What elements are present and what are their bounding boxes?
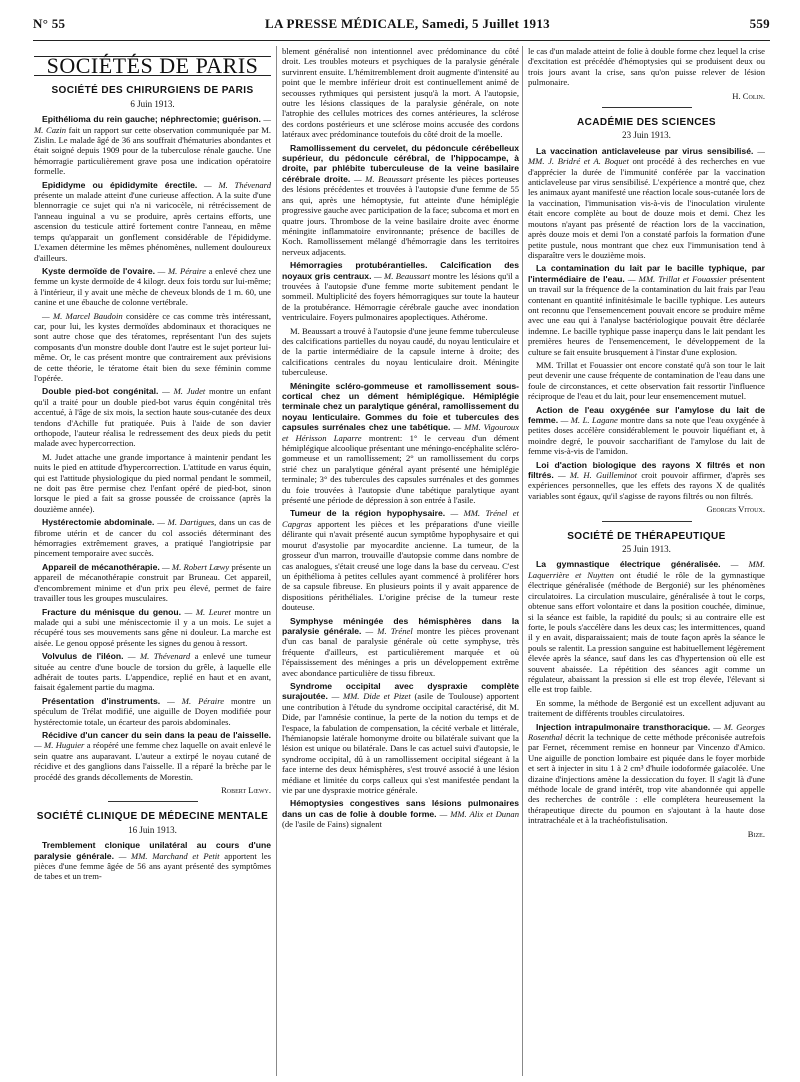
article: [34, 386, 271, 448]
article-heading: Récidive d'un cancer du sein dans la peau de l'aisselle.: [42, 729, 271, 740]
article-author: — M. Trénel: [365, 625, 413, 636]
article-heading: La contamination du lait par le bacille typhique, par l'intermédiaire de l'eau.: [528, 263, 765, 284]
signature: H. Colin.: [732, 90, 765, 101]
article: [528, 722, 765, 826]
article-author: — M. Georges Rosenthal: [528, 721, 765, 742]
article-text: fait un rapport sur cette observation communiquée par M. Zislin. Le malade âgé de 36 ans souffrait d'hématuries abondantes et était soigné depuis 1909 pour de la tuberculose rénale gauche. Une hémorragie particulièrement grave posa une indication opératoire formelle.: [34, 124, 271, 177]
section-rule: [602, 521, 692, 522]
article-heading: Kyste dermoïde de l'ovaire.: [42, 265, 155, 276]
article-heading: Injection intrapulmonaire transthoracique.: [536, 721, 711, 732]
article-author: — MM. Marchand et Petit: [118, 850, 220, 861]
article-heading: Présentation d'instruments.: [42, 695, 161, 706]
article-text: ont procédé à des recherches en vue d'apprécier la durée de l'immunité conférée par la vaccination anticlaveleuse par virus sensibilisé. L'expérience a montré que, chez les animaux ayant manifesté une réaction locale sous-cutanée lors de la vaccination, l'immunisation vis-à-vis de l'inoculation virulente était encore complète au bout de douze mois et demi. Chez les moutons n'ayant pas présenté de réaction lors de la vaccination, après douze mois et demi l'on a constaté parfois la formation d'une petite pustule, nous montrant que chez eux l'immunisation tend à disparaître vers le douzième mois.: [528, 156, 765, 260]
article-text: M. Beaussart a trouvé à l'autopsie d'une jeune femme tuberculeuse des calcifications partielles du noyau caudé, du noyau lenticulaire et de la partie intermédiaire de la capsule interne à droite; des calcifications centrales du noyau lenticulaire droit. Méningite tuberculeuse.: [282, 325, 519, 378]
article-heading: Appareil de mécanothérapie.: [42, 561, 160, 572]
article: [282, 46, 519, 140]
issue-number: N° 55: [33, 16, 66, 31]
article-heading: La gymnastique électrique généralisée.: [536, 559, 721, 570]
article-author: — M. Judet: [162, 386, 206, 397]
section-date: 23 Juin 1913.: [622, 130, 671, 141]
column-divider: [522, 46, 523, 1076]
column-1: [34, 46, 271, 1076]
article-author: — M. Beaussart: [353, 173, 413, 184]
article: [528, 360, 765, 402]
article-heading: Hystérectomie abdominale.: [42, 517, 155, 528]
article: [282, 616, 519, 678]
article: [528, 559, 765, 694]
article: [34, 651, 271, 693]
article-heading: Epithélioma du rein gauche; néphrectomie; guérison.: [42, 114, 261, 125]
article-heading: Tremblement clonique unilatéral au cours d'une paralysie générale.: [34, 840, 271, 861]
article-heading: Epididyme ou épididymite érectile.: [42, 179, 198, 190]
article-author: — M. Péraire: [157, 265, 206, 276]
signature: Robert Lœwy.: [221, 785, 271, 795]
article: [282, 381, 519, 506]
signature: Bize.: [747, 828, 765, 839]
article-text: M. Judet attache une grande importance à maintenir pendant les nuits le pied en attitude d'hypercorrection. L'attitude en varus équin, qui est l'attitude physiologique du pied normal pendant le sommeil, ne doit pas être permise chez l'enfant opéré de pied-bot, sinon lorsque le pied a fait sa grosse poussée de croissance (après la douzième année).: [34, 451, 271, 514]
section-title: SOCIÉTÉ DES CHIRURGIENS DE PARIS: [51, 85, 254, 97]
column-2: [282, 46, 519, 1076]
article-author: — M. Huguier: [34, 740, 85, 751]
section-date: 25 Juin 1913.: [622, 544, 671, 555]
article: [34, 840, 271, 882]
article-author: — MM. Laquerrière et Nuytten: [528, 559, 765, 580]
article: [34, 562, 271, 604]
header-rule: [33, 40, 770, 41]
article: [34, 114, 271, 176]
article-author: — MM. J. Bridré et A. Boquet: [528, 145, 765, 167]
article-author: — M. Thévenard: [127, 651, 191, 662]
article-text: (asile de Toulouse) apportent une contribution à l'étude du syndrome occipital caractérisé, dit M. Dide, par l'amnésie continue, la perte de la notion du temps et de l'espace, la fabulation de compensation, la cécité verbale et littérale, l'hémianopsie latérale homonyme droite ou bilatérale suivant que la lésion est unique ou bilatérale. Dans le cas actuel suivi d'autopsie, le syndrome occipital, dû à un ramollissement occipital siégeant à la face interne des deux hémisphères, s'est trouvé associé à une lésion médiane et limitée du corps calleux qui s'est manifestée pendant la vie par une dyspraxie motrice générale.: [282, 691, 519, 796]
article-author: — MM. Alix et Dunan: [439, 808, 519, 819]
article-heading: Loi d'action biologique des rayons X filtrés et non filtrés.: [528, 459, 765, 481]
article: [528, 46, 765, 88]
article-author: — MM. Trillat et Fouassier: [627, 273, 727, 284]
article: [528, 698, 765, 719]
article: [34, 266, 271, 308]
article: [34, 311, 271, 384]
article: [282, 143, 519, 257]
article-text: (de l'asile de Fains) signalent: [282, 819, 382, 830]
article: [34, 452, 271, 514]
article: [34, 180, 271, 263]
article-heading: Symphyse méningée des hémisphères dans la paralysie générale.: [282, 615, 519, 636]
article-heading: Ramollissement du cervelet, du pédoncule cérébelleux supérieur, du pédoncule cérébral, de l'hippocampe, à droite, par phlébite tuberculeuse de la veine basilaire cérébrale droite.: [282, 142, 519, 184]
section-title: ACADÉMIE DES SCIENCES: [577, 117, 716, 129]
section-rule: [602, 107, 692, 108]
article-heading: Volvulus de l'iléon.: [42, 651, 124, 662]
article-author: — M. L. Lagane: [560, 415, 618, 425]
article-text: décrit la technique de cette méthode préconisée autrefois par Fernet, récemment remise en honneur par Vincenzo d'Amico. Une aiguille de ponction lombaire est piquée dans le foyer morbide et sert à injecter in situ 1 à 2 cm³ d'huile iodoformée gaïacolée. Une dizaine d'injections amène la dessiccation du foyer. Il s'agit là d'une méthode locale de grand intérêt, trop vite abandonnée qui appelle des recherches de contrôle : elle complétera heureusement la thérapeutique directe du poumon en s'ajoutant à la haute dose intratrachéale et à la trachéofistulisation.: [528, 731, 765, 826]
article-heading: Tumeur de la région hypophysaire.: [290, 508, 446, 519]
article-text: ont étudié le rôle de la gymnastique électrique généralisée (méthode de Bergonié) sur les phénomènes circulatoires. La circulation musculaire, généralisée à tout le corps, obtenue sans effort volontaire et dans la position couchée, diminue, si la séance est faible, la rapidité du pouls; si au contraire elle est forte, le pouls s'accélère dans les deux cas; les intermittences, quand il y en avait, disparaissaient; mais de toute façon après la séance le pouls se ralentit. La pression sanguine est habituellement légèrement élevée après la séance, sauf dans les cas d'hypertension où elle est souvent abaissée. La répétition des séances agit comme un régulateur, abaissant la pression si elle est trop élevée, l'élevant si elle est trop faible.: [528, 569, 765, 695]
article: [528, 405, 765, 457]
article-heading: Méningite scléro-gommeuse et ramollissement sous-cortical chez un dément hémiplégique. Hémiplégie terminale chez un paralytique général, ramollissement du noyau lenticulaire. Gommes du foie et tubercules des capsules surrénales chez une tabétique.: [282, 380, 519, 433]
article-text: croit pouvoir affirmer, d'après ses expériences personnelles, que les effets des rayons X de qualités variables sont égaux, qu'il s'agisse de rayons filtrés ou non filtrés.: [528, 470, 765, 501]
article-author: — M. H. Guilleminot: [558, 470, 638, 481]
article-text: a enlevé chez une femme un kyste dermoïde de 4 kilogr. deux fois tordu sur lui-même; à l'intérieur, il y avait une mèche de cheveux blonds de 1 m. 60, une canine et une ébauche de colonne vertébrale.: [34, 265, 271, 308]
article-text: présente un malade atteint d'une curieuse affection. A la suite d'une blennorragie ce sujet qui n'a ni varicocèle, ni rétrécissement de l'anneau inguinal a vu se produire, après certains efforts, une ascension du testicule attiré fortement contre l'anneau, en même temps qu'apparait un gonflement considérable de l'épididyme. L'examen détermine les mêmes phénomènes, nullement douloureux d'ailleurs.: [34, 190, 271, 263]
article-heading: Hémorragies protubérantielles. Calcification des noyaux gris centraux.: [282, 260, 519, 281]
article-text: a enlevé une tumeur située au centre d'une boucle de torsion du grêle, à laquelle elle adhérait de toutes parts. L'appendice, replié en haut et en avant, faisait également partie du magma.: [34, 651, 271, 693]
page-number: 559: [749, 16, 770, 31]
article: [34, 730, 271, 782]
article-author: — M. Cazin: [34, 114, 271, 135]
column-divider: [276, 46, 277, 1076]
article-author: — M. Marcel Baudoin: [42, 310, 123, 321]
article-text: montrent: 1° le cerveau d'un dément hémiplégique alcoolique présentant une méningo-encéphalite scléro-gommeuse et un ramollissement; 2° un ramollissement du corps strié chez un paralytique général ayant présenté une hémiplégie terminale; 3° des tubercules des capsules surrénales et des gommes du foie trouvées à l'autopsie d'une tabétique paralytique ayant présenté une période de dépression à son entrée à l'asile.: [282, 432, 519, 506]
article-heading: Fracture du ménisque du genou.: [42, 606, 181, 617]
article-text: apportent les pièces et les préparations d'une vieille délirante qui n'avait présenté aucun symptôme hypophysaire et qui mourut d'asystolie par myocardite ancienne. La tumeur, de la grosseur d'un marron, trouvaille d'autopsie comme dans nombre de cas analogues, s'était creusé une loge dans la base du cerveau. C'est un épithélioma à petites cellules ayant commencé à proliférer hors de sa capsule fibreuse. En plusieurs points il y avait apparence de dispositions périthéliales. L'origine précise de la tumeur reste douteuse.: [282, 518, 519, 613]
article: [282, 508, 519, 612]
article-author: — M. Péraire: [167, 695, 225, 706]
article-text: MM. Trillat et Fouassier ont encore constaté qu'à son tour le lait peut devenir une cause fréquente de contamination de l'eau dans une foule de circonstances, et cette observation fait ressortir l'influence réciproque de l'eau et du lait, pour leur ensemencement mutuel.: [528, 359, 765, 402]
section-title: SOCIÉTÉ DE THÉRAPEUTIQUE: [567, 530, 726, 542]
article-text: considère ce cas comme très intéressant, car, pour lui, les kystes dermoïdes abdominaux et thoraciques ne sont autre chose que des tératomes, représentant l'un des sujets composants d'un monstre double dont l'autre est le sujet porteur lui-même. Or, le cas présent montre que contrairement aux prévisions de cette théorie, le tératome était bien du sexe féminin comme l'opérée.: [34, 310, 271, 383]
article-author: — M. Leuret: [184, 606, 231, 617]
article-author: — M. Dartigues,: [157, 517, 217, 528]
section-date: 6 Juin 1913.: [130, 98, 175, 109]
article-text: montre les pièces provenant d'un cas banal de paralysie générale où cette symphyse, très fréquente d'ailleurs, est particulièrement marquée et où l'épaississement des méninges a pris un développement extrême avec abondance particulière de tissu fibreux.: [282, 625, 519, 678]
article-heading: Syndrome occipital avec dyspraxie complète surajoutée.: [282, 680, 519, 702]
column-3: [528, 46, 765, 1076]
article-text: montre les lésions qu'il a trouvées à l'autopsie d'une femme morte subitement pendant le sommeil. Multiplicité des foyers hémorragiques sur toute la hauteur de la protubérance. Hémorragie cérébrale gauche avec inondation ventriculaire. Foyers pulmonaires apoplectiques. Athérome.: [282, 270, 519, 323]
article-text: montre dans sa note que l'eau oxygénée à petites doses accélère considérablement le pouvoir liquéfiant et, à moindre degré, le pouvoir saccharifiant de l'amylose du lait de femme vis-à-vis de l'amidon.: [528, 415, 765, 457]
article-heading: La vaccination anticlaveleuse par virus sensibilisé.: [536, 145, 754, 156]
article-text: a réopéré une femme chez laquelle on avait enlevé le sein quatre ans auparavant. L'auteur a extirpé le noyau cutané de récidive et des ganglions dans l'aisselle. Il a réparé la brèche par le procédé des grands décollements de Morestin.: [34, 740, 271, 782]
article-heading: Hémoptysies congestives sans lésions pulmonaires dans un cas de folie à double forme.: [282, 798, 519, 819]
article-text: blement généralisé non intentionnel avec prédominance du côté droit. Les troubles moteurs et psychiques de la paralysie générale survinrent ensuite. L'hémitremblement droit augmente d'intensité au point que le membre inférieur droit est continuellement animé de secousses rythmiques qui persistent jusqu'à la mort. A l'autopsie, outre les lésions classiques de la paralysie générale, on note l'atrophie des cellules motrices des cornes antérieures, la sclérose des cordons postérieurs et une sclérose moins accusée des cordons latéraux avec prédominance toutefois du côté droit de la moelle.: [282, 46, 519, 140]
article-author: — MM. Vigouroux et Hérisson Laparre: [282, 422, 519, 443]
article-text: présente les pièces porteuses des lésions précédentes et trouvées à l'autopsie d'une femme de 55 ans qui, après une hémoptysie, fut atteinte d'une hémiplégie progressive gauche avec participation de la face; subcoma et mort en quatre jours. Thrombose de la veine basilaire droite avec énorme méningite inflammatoire environnante; présence de bacilles de Koch. Ramollissement mélangé d'hémorragie dans les territoires nerveux adjacents.: [282, 173, 519, 257]
article: [528, 460, 765, 502]
section-title: SOCIÉTÉ CLINIQUE DE MÉDECINE MENTALE: [36, 811, 269, 823]
article-text: dans un cas de fibrome utérin et de cancer du col associés déterminant des hémorragies extrêmement graves, a pratiqué l'angiotripsie par pincement temporaire avec succès.: [34, 517, 271, 559]
signature: Georges Vitoux.: [706, 504, 765, 515]
article-heading: Double pied-bot congénital.: [42, 386, 159, 397]
article: [282, 798, 519, 829]
page-header: [33, 16, 770, 36]
article-author: — MM. Dide et Pizet: [331, 691, 411, 702]
section-date: 16 Juin 1913.: [128, 824, 177, 835]
article: [282, 681, 519, 795]
article-text: apportent les pièces d'une femme âgée de 56 ans ayant présenté des symptômes de tabes et un trem-: [34, 850, 271, 882]
article: [34, 517, 271, 559]
article-text: montre un malade qui a subi une méniscectomie il y a un mois. Le sujet a récupéré tous ses mouvements sans gêne ni douleur. La marche est aisée. Le genou opposé présente les signes du genou à ressort.: [34, 606, 271, 648]
article: [34, 696, 271, 727]
article-author: — M. Beaussart: [373, 270, 431, 281]
article-author: — MM. Trénel et Capgras: [282, 508, 519, 529]
article: [528, 146, 765, 260]
article-text: le cas d'un malade atteint de folie à double forme chez lequel la crise d'excitation est précédée d'hémoptysies qui se produisent deux ou trois jours avant la crise, sans qu'on puisse relever de lésion pulmonaire.: [528, 46, 765, 88]
journal-title: LA PRESSE MÉDICALE, Samedi, 5 Juillet 1913: [265, 16, 550, 31]
article-author: — M. Thévenard: [204, 179, 271, 190]
article-text: montre un enfant qu'il a traité pour un double pied-bot varus équin congénital très accentué, à l'âge de six mois, la section haute sous-cutanée des deux tendons d'Achille fut pratiquée. Puis à l'aide de son davier orthopode, l'auteur réalisa le redressement des deux pieds du petit malade avec hypercorrection.: [34, 386, 271, 449]
article-text: présente un appareil de mécanothérapie construit par Bruneau. Cet appareil, d'encombrement minime et d'un prix peu élevé, permet de faire travailler tous les groupes musculaires.: [34, 561, 271, 604]
article: [282, 260, 519, 322]
article-text: En somme, la méthode de Bergonié est un excellent adjuvant au traitement de différents troubles circulatoires.: [528, 697, 765, 719]
main-title: SOCIÉTÉS DE PARIS: [34, 56, 271, 76]
article: [282, 326, 519, 378]
article: [34, 607, 271, 649]
section-rule: [108, 801, 198, 802]
article-author: — M. Robert Lœwy: [162, 561, 230, 572]
article-text: montre un spéculum de Trélat modifié, une aiguille de Doyen modifiée pour hystérectomie totale, un écarteur des parois abdominales.: [34, 695, 271, 727]
article-text: présentent un travail sur la fréquence de la contamination du lait frais par l'eau contenant en quantité infinitésimale le bacille typhique. Les auteurs ont reconnu que l'ensemencement pouvait encore se produire même avec une eau qui à l'analyse bactériologique pouvait être déclarée indemne. Le bacille typhique passe inaperçu dans le lait pendant les premières heures de l'ensemencement, le développement de la culture se fait ensuite brusquement à l'instar d'une explosion.: [528, 273, 765, 357]
article-heading: Action de l'eau oxygénée sur l'amylose du lait de femme.: [528, 404, 765, 425]
article: [528, 263, 765, 357]
